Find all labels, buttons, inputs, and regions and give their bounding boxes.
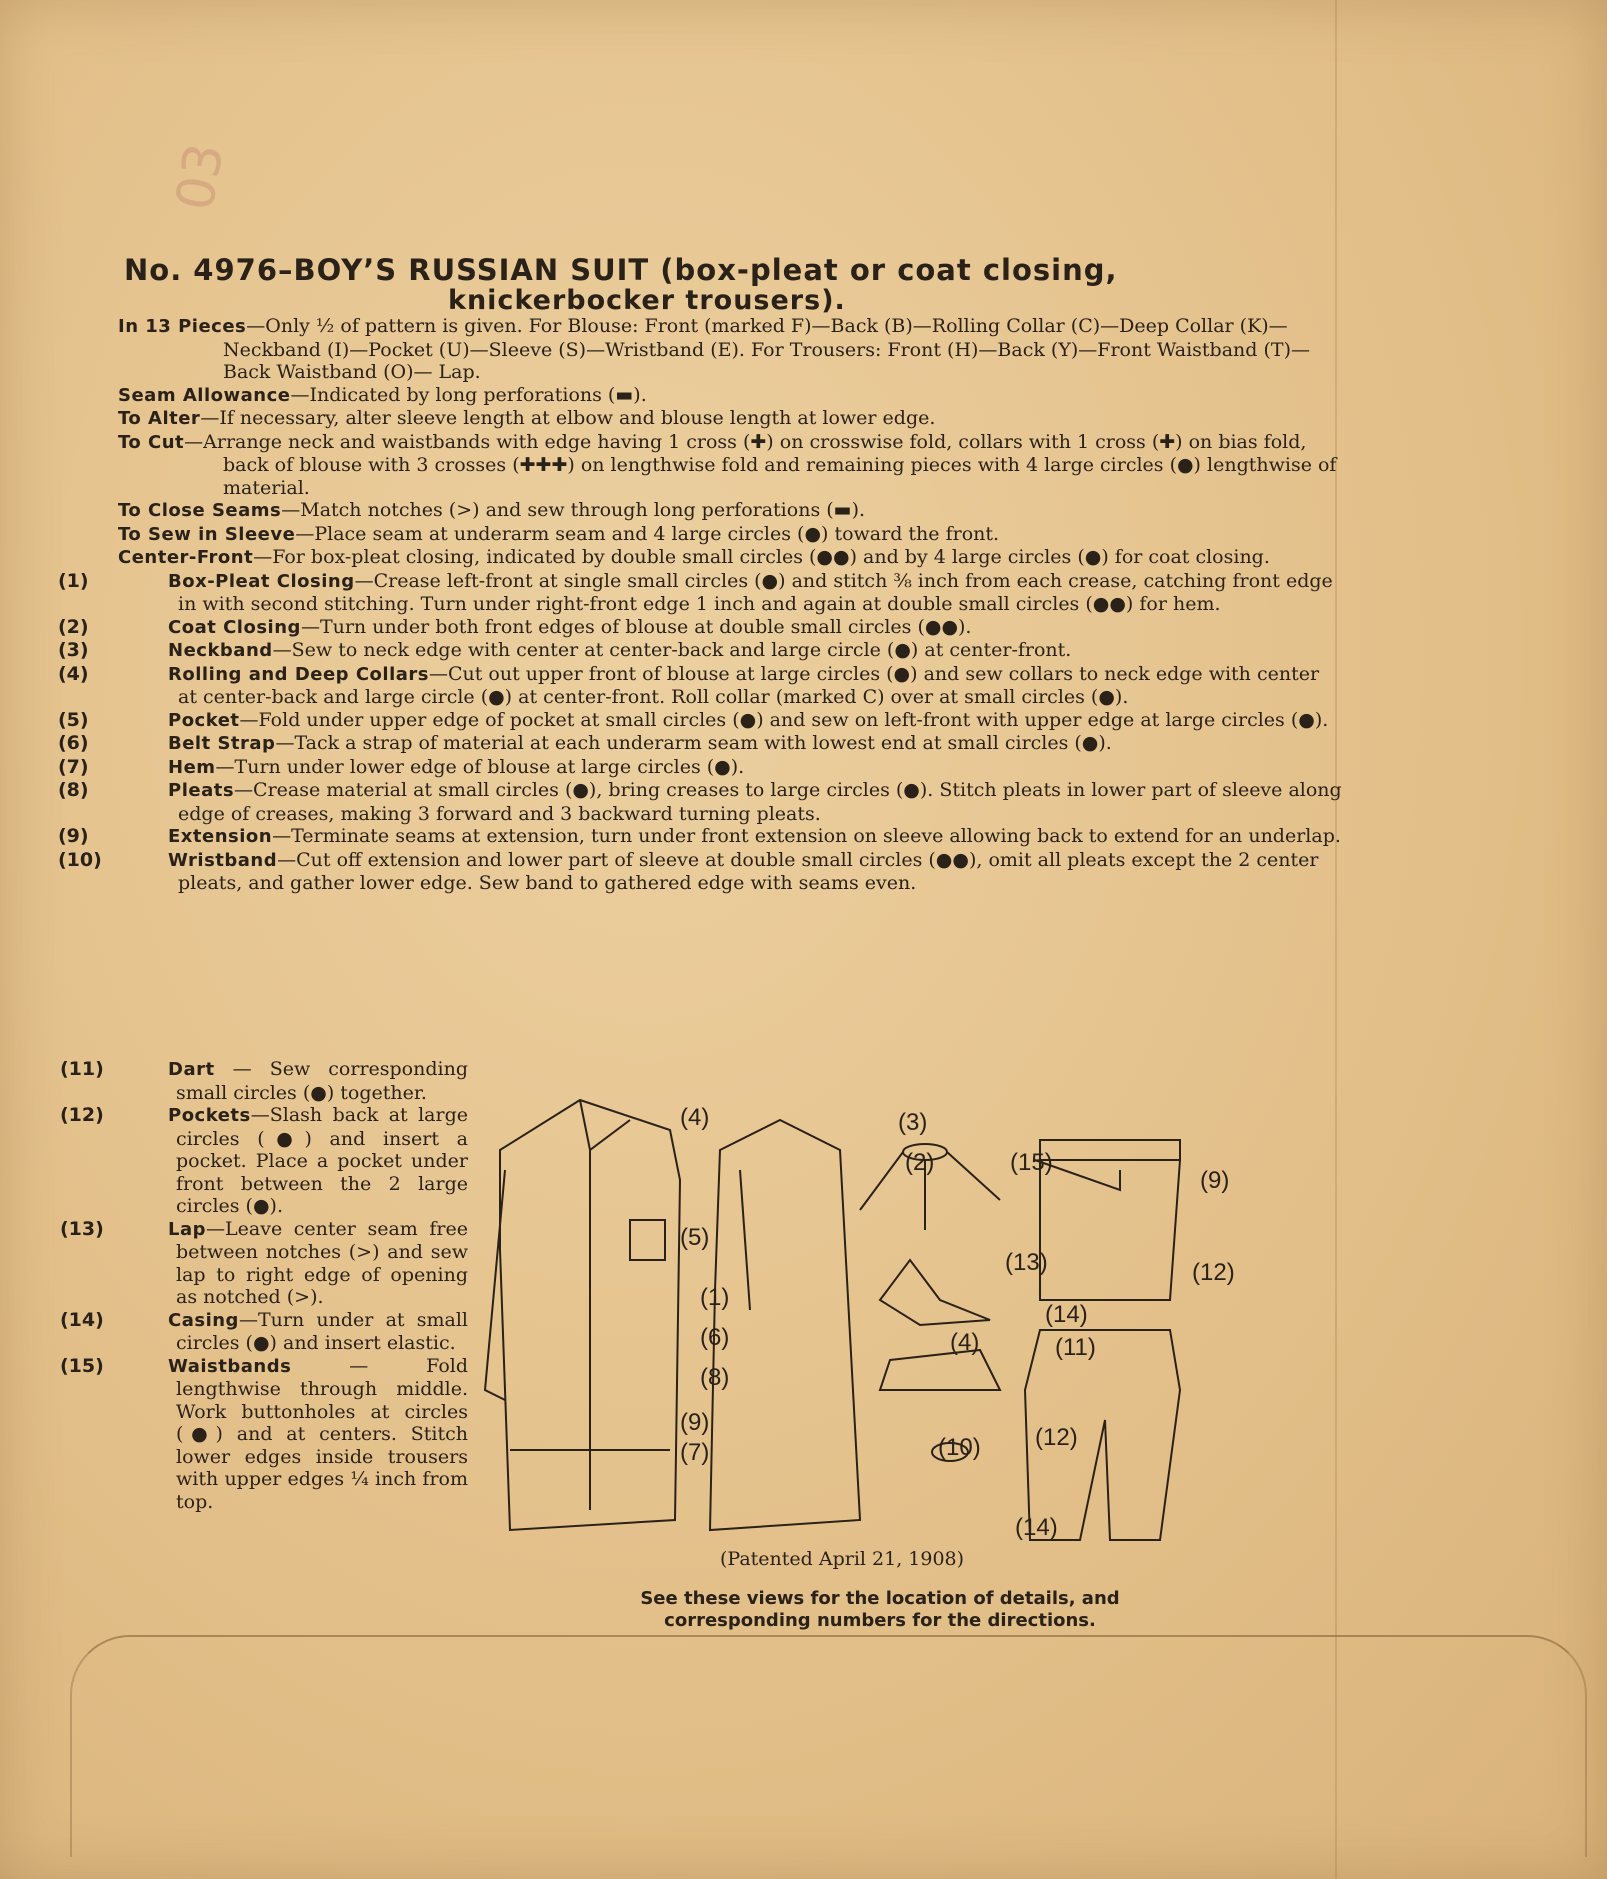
list-item: (9) Extension—Terminate seams at extension, turn under front extension on sleeve allowing back to extend for an underlap.: [58, 825, 1341, 847]
fig-label: (2): [905, 1149, 935, 1176]
page-title: No. 4976–BOY’S RUSSIAN SUIT (box-pleat or coat closing,: [124, 253, 1118, 287]
fig-label: (9): [1200, 1167, 1230, 1194]
fig-label: (3): [898, 1109, 928, 1136]
list-item: (7) Hem—Turn under lower edge of blouse at large circles (●).: [58, 755, 745, 778]
intro-item: In 13 Pieces—Only ½ of pattern is given. For Blouse: Front (marked F)—Back (B)—Rolling Collar (C)—Deep Collar (K)—Neckband (I)—Pocket (U)—Sleeve (S)—Wristband (E). For Trousers: Front (H)—Back (Y)—Front Waistband (T)—Back Waistband (O)— Lap.: [118, 315, 1310, 383]
list-item: (12) Pockets—Slash back at large circles (●) and insert a pocket. Place a pocket under front between the 2 large circles (●).: [60, 1104, 468, 1217]
deep-collar-drawing: [880, 1350, 1000, 1390]
instruction-sheet: [58, 253, 1343, 895]
list-item: (1) Box-Pleat Closing—Crease left-front at single small circles (●) and stitch ⅜ inch from each crease, catching front edge in with second stitching. Turn under right-front edge 1 inch and again at double small circles (●●) for hem.: [58, 569, 1333, 615]
intro-item: Seam Allowance—Indicated by long perforations (▬).: [118, 383, 647, 406]
list-item: (10) Wristband—Cut off extension and lower part of sleeve at double small circles (●●), omit all pleats except the 2 center pleats, and gather lower edge. Sew band to gathered edge with seams even.: [58, 848, 1319, 894]
fig-label: (14): [1045, 1301, 1088, 1328]
garment-diagram: [480, 1090, 1300, 1570]
rolling-collar-drawing: [880, 1260, 990, 1325]
fig-label: (1): [700, 1284, 730, 1311]
page-subtitle: knickerbocker trousers).: [448, 285, 846, 316]
fig-label: (4): [950, 1329, 980, 1356]
intro-item: To Sew in Sleeve—Place seam at underarm seam and 4 large circles (●) toward the front.: [118, 522, 1000, 545]
fig-label: (14): [1015, 1514, 1058, 1541]
intro-item: Center-Front—For box-pleat closing, indicated by double small circles (●●) and by 4 large circles (●) for coat closing.: [118, 546, 1270, 568]
list-item: (14) Casing—Turn under at small circles (●) and insert elastic.: [60, 1308, 468, 1354]
list-item: (3) Neckband—Sew to neck edge with center at center-back and large circle (●) at center-front.: [58, 639, 1072, 661]
list-item: (4) Rolling and Deep Collars—Cut out upper front of blouse at large circles (●) and sew collars to neck edge with center at center-back and large circle (●) at center-front. Roll collar (marked C) over at small circles (●).: [58, 662, 1320, 708]
list-item: (15) Waistbands — Fold lengthwise through middle. Work buttonholes at circles (●) and at centers. Stitch lower edges inside trousers with upper edges ¼ inch from top.: [60, 1354, 468, 1513]
fig-label: (4): [680, 1104, 710, 1131]
envelope-flap: [70, 1635, 1587, 1857]
list-item: (6) Belt Strap—Tack a strap of material at each underarm seam with lowest end at small circles (●).: [58, 732, 1112, 754]
fig-label: (12): [1192, 1259, 1235, 1286]
trousers-back-drawing: [1040, 1160, 1180, 1300]
fig-label: (7): [680, 1439, 710, 1466]
fig-label: (5): [680, 1224, 710, 1251]
fig-label: (11): [1055, 1334, 1096, 1361]
sleeve-seam-drawing: [740, 1170, 750, 1310]
list-item: (13) Lap—Leave center seam free between notches (>) and sew lap to right edge of opening as notched (>).: [60, 1217, 468, 1308]
list-item: (5) Pocket—Fold under upper edge of pocket at small circles (●) and sew on left-front with upper edge at large circles (●).: [58, 708, 1329, 731]
footer-note: See these views for the location of details, and corresponding numbers for the directions.: [640, 1588, 1120, 1631]
intro-block: [118, 315, 1343, 570]
fig-label: (10): [938, 1434, 981, 1461]
fig-label: (8): [700, 1364, 730, 1391]
fig-label: (13): [1005, 1249, 1048, 1276]
list-item: (8) Pleats—Crease material at small circles (●), bring creases to large circles (●). Stitch pleats in lower part of sleeve along edge of creases, making 3 forward and 3 backward turning pleats.: [58, 779, 1342, 825]
blouse-front-placket: [580, 1100, 630, 1510]
intro-item: To Cut—Arrange neck and waistbands with edge having 1 cross (✚) on crosswise fold, collars with 1 cross (✚) on bias fold, back of blouse with 3 crosses (✚✚✚) on lengthwise fold and remaining pieces with 4 large circles (●) lengthwise of material.: [118, 430, 1337, 499]
blouse-back-drawing: [710, 1120, 860, 1530]
pocket-drawing: [630, 1220, 665, 1260]
intro-item: To Close Seams—Match notches (>) and sew through long perforations (▬).: [118, 499, 866, 521]
fig-label: (12): [1035, 1424, 1078, 1451]
steps-list: [58, 569, 1343, 895]
fig-label: (6): [700, 1324, 730, 1351]
narrow-steps: [60, 1058, 468, 1513]
fig-label: (15): [1010, 1149, 1053, 1176]
fig-label: (9): [680, 1409, 710, 1436]
list-item: (2) Coat Closing—Turn under both front edges of blouse at double small circles (●●).: [58, 615, 972, 638]
faded-stamp: 03: [165, 139, 236, 215]
patent-note: (Patented April 21, 1908): [720, 1548, 965, 1570]
waistband-drawing: [1040, 1140, 1180, 1160]
list-item: (11) Dart — Sew corresponding small circles (●) together.: [60, 1058, 468, 1104]
intro-item: To Alter—If necessary, alter sleeve length at elbow and blouse length at lower edge.: [118, 407, 936, 429]
